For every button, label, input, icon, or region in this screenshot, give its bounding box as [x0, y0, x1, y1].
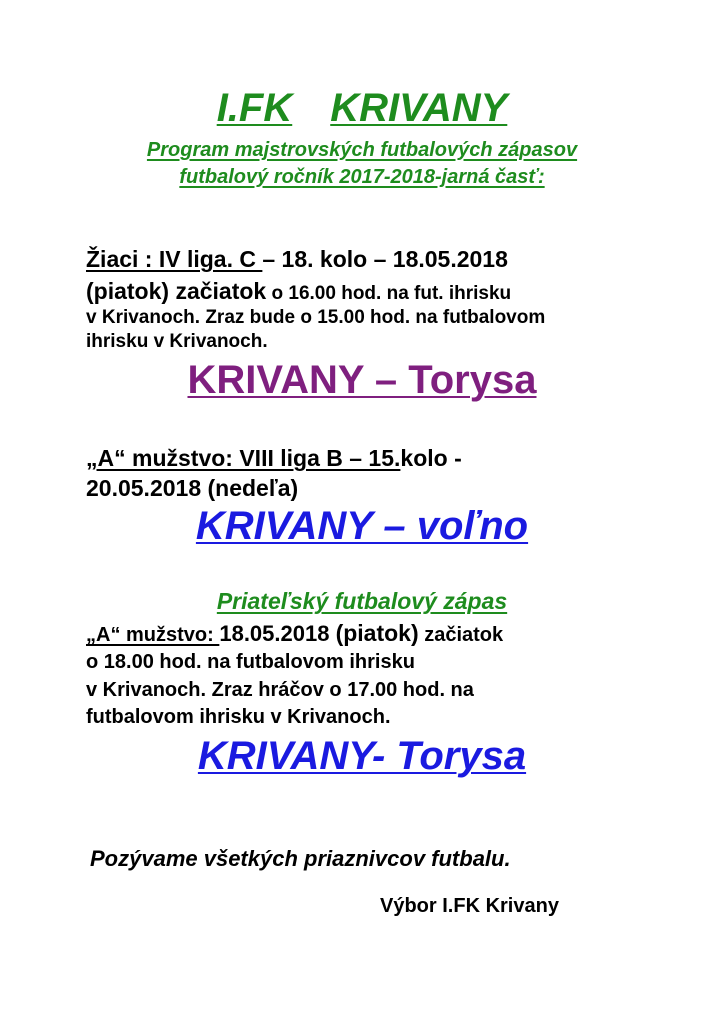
subtitle-line-2: futbalový ročník 2017-2018-jarná časť: [179, 166, 545, 188]
section1-line-3: v Krivanoch. Zraz bude o 15.00 hod. na futbalovom [86, 307, 546, 328]
section2-match: KRIVANY – voľno [195, 504, 529, 548]
footer-signature: Výbor I.FK Krivany [380, 895, 559, 917]
subtitle-line-1: Program majstrovských futbalových zápasov [146, 139, 578, 161]
section1-day-start: (piatok) začiatok [86, 278, 267, 304]
section3-line-3: v Krivanoch. Zraz hráčov o 17.00 hod. na [86, 679, 474, 701]
section1-line-4: ihrisku v Krivanoch. [86, 331, 268, 352]
section3-line-2: o 18.00 hod. na futbalovom ihrisku [86, 651, 415, 673]
section3-date: 18.05.2018 [219, 621, 336, 646]
section2-team-label: „A“ mužstvo: VIII liga B – 15. [86, 445, 401, 471]
section1-line-1 [86, 246, 508, 273]
section3-day: (piatok) [335, 620, 419, 646]
section3-line-1 [86, 620, 503, 647]
section1-line-2 [86, 278, 511, 305]
section3-line-4: futbalovom ihrisku v Krivanoch. [86, 706, 391, 728]
section1-match: KRIVANY – Torysa [187, 358, 537, 402]
club-title-left: I.FK [216, 86, 293, 130]
club-title-right: KRIVANY [330, 86, 508, 130]
section3-start: začiatok [418, 624, 504, 646]
section2-date-line: 20.05.2018 (nedeľa) [86, 475, 299, 501]
section2-round-rest: kolo - [400, 445, 462, 471]
section3-match: KRIVANY- Torysa [197, 734, 527, 778]
club-title [0, 86, 724, 131]
section1-team-label: Žiaci : IV liga. C [86, 246, 263, 272]
section1-time-line: o 16.00 hod. na fut. ihrisku [266, 283, 512, 304]
section2-line-1 [86, 445, 462, 472]
section3-team-label: „A“ mužstvo: [86, 624, 220, 646]
section1-round-date: – 18. kolo – 18.05.2018 [262, 246, 508, 272]
section3-heading: Priateľský futbalový zápas [216, 588, 508, 614]
footer-invite: Pozývame všetkých priaznivcov futbalu. [90, 846, 511, 871]
